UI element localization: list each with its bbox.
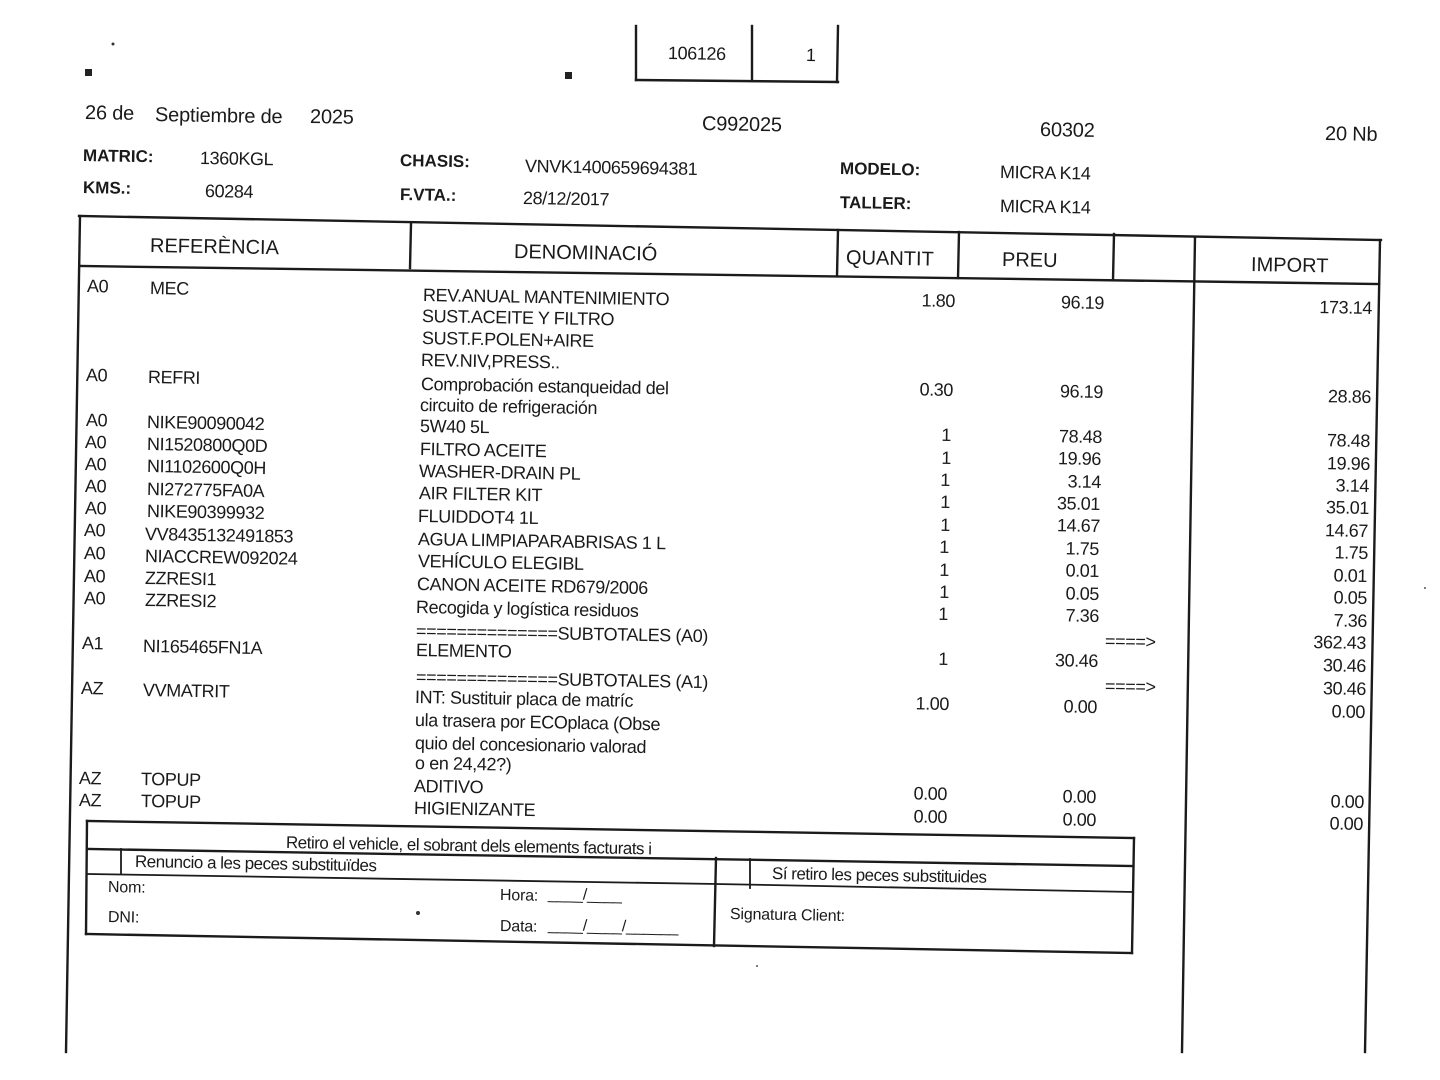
item-group-code: A0 <box>84 498 107 519</box>
item-unit-price: 0.00 <box>1063 696 1098 717</box>
item-unit-price: 0.00 <box>1062 809 1097 830</box>
item-description-line: SUST.F.POLEN+AIRE <box>421 328 594 351</box>
item-quantity: 1 <box>938 603 949 624</box>
taller-label: TALLER: <box>839 193 912 214</box>
item-amount: 28.86 <box>1327 386 1372 407</box>
item-unit-price: 0.00 <box>1062 786 1097 807</box>
header-divider-price <box>1113 234 1114 280</box>
item-quantity: 1 <box>938 648 949 669</box>
renounce-parts-label: Renuncio a les peces substituïdes <box>134 852 377 876</box>
date-day: 26 de <box>84 102 135 125</box>
matric-label: MATRIC: <box>82 146 154 167</box>
item-reference: ZZRESI2 <box>144 590 217 612</box>
item-amount: 0.05 <box>1333 587 1368 608</box>
chasis-value: VNVK1400659694381 <box>524 156 698 180</box>
modelo-label: MODELO: <box>839 159 921 180</box>
item-description-line: REV.ANUAL MANTENIMIENTO <box>422 285 670 310</box>
table-left-border <box>66 216 80 1052</box>
item-unit-price: 35.01 <box>1056 493 1101 514</box>
item-description-line: o en 24,42?) <box>414 753 512 775</box>
item-amount: 19.96 <box>1326 453 1371 474</box>
extra-code: 20 Nb <box>1324 123 1378 146</box>
kms-value: 60284 <box>204 181 254 202</box>
header-divider-ref <box>410 224 411 268</box>
item-group-code: AZ <box>78 768 102 789</box>
scan-speck <box>112 43 115 46</box>
item-description-line: CANON ACEITE RD679/2006 <box>416 574 649 599</box>
item-description-line: SUST.ACEITE Y FILTRO <box>421 306 615 330</box>
number-box-right <box>837 26 838 82</box>
item-group-code: A0 <box>84 454 107 475</box>
header-divider-desc <box>837 230 838 276</box>
item-reference: NIACCREW092024 <box>144 546 298 569</box>
name-label: Nom: <box>107 879 146 897</box>
renounce-row-rule <box>88 874 716 884</box>
subtotal-label: ==============SUBTOTALES (A1) <box>415 667 709 693</box>
fvta-value: 28/12/2017 <box>522 188 610 210</box>
number-box-bottom <box>636 80 838 82</box>
item-unit-price: 0.01 <box>1065 560 1100 581</box>
order-code: C992025 <box>701 113 782 137</box>
item-unit-price: 14.67 <box>1056 515 1101 536</box>
item-description-line: REV.NIV,PRESS.. <box>420 350 560 373</box>
item-quantity: 1 <box>940 469 951 490</box>
item-quantity: 1 <box>940 491 951 512</box>
matric-value: 1360KGL <box>199 148 274 170</box>
item-reference: VVMATRIT <box>142 680 230 702</box>
item-description-line: FILTRO ACEITE <box>419 439 547 462</box>
subtotal-amount: 30.46 <box>1322 678 1367 699</box>
time-blank: ____/____ <box>547 886 622 905</box>
release-box-left <box>86 821 87 934</box>
item-description-line: ula trasera por ECOplaca (Obse <box>414 710 661 735</box>
time-label: Hora: <box>499 887 539 905</box>
item-quantity: 1.80 <box>921 290 956 311</box>
id-label: DNI: <box>107 909 140 927</box>
item-description-line: HIGIENIZANTE <box>413 798 536 821</box>
item-unit-price: 30.46 <box>1054 650 1099 671</box>
item-description-line: ELEMENTO <box>415 640 512 662</box>
table-header-bottom <box>80 266 1379 284</box>
scan-speck <box>1424 587 1426 589</box>
kms-label: KMS.: <box>82 178 132 198</box>
keep-parts-label: Sí retiro les peces substituides <box>771 864 987 887</box>
item-quantity: 0.00 <box>913 806 948 827</box>
item-unit-price: 3.14 <box>1067 471 1102 492</box>
item-description-line: Recogida y logística residuos <box>415 597 639 621</box>
item-reference: MEC <box>149 278 189 299</box>
column-header-price: PREU <box>1001 249 1058 272</box>
column-header-quantity: QUANTIT <box>845 247 934 271</box>
item-description-line: INT: Sustituir placa de matríc <box>414 687 634 711</box>
item-quantity: 1.00 <box>915 693 950 714</box>
item-quantity: 1 <box>939 581 950 602</box>
item-quantity: 1 <box>941 447 952 468</box>
item-description-line: quio del concesionario valorad <box>414 733 647 758</box>
item-amount: 14.67 <box>1324 520 1369 541</box>
item-amount: 78.48 <box>1326 430 1371 451</box>
item-group-code: A0 <box>86 276 109 297</box>
item-description-line: circuito de refrigeración <box>419 395 598 419</box>
date-blank: ____/____/______ <box>547 917 679 937</box>
item-quantity: 1 <box>939 559 950 580</box>
item-quantity: 1 <box>939 536 950 557</box>
item-description-line: VEHÍCULO ELEGIBL <box>417 551 584 574</box>
item-group-code: AZ <box>78 790 102 811</box>
item-reference: REFRI <box>147 367 201 388</box>
item-description-line: AIR FILTER KIT <box>418 483 543 506</box>
scan-mark <box>565 72 572 79</box>
item-group-code: A0 <box>83 543 106 564</box>
item-amount: 7.36 <box>1333 610 1368 631</box>
column-header-import: IMPORT <box>1250 254 1329 278</box>
item-unit-price: 1.75 <box>1065 538 1100 559</box>
column-header-reference: REFERÈNCIA <box>149 235 280 260</box>
item-amount: 0.00 <box>1330 791 1365 812</box>
item-quantity: 0.00 <box>913 783 948 804</box>
subtotal-label: ==============SUBTOTALES (A0) <box>415 621 709 647</box>
scan-mark <box>85 69 92 76</box>
item-unit-price: 78.48 <box>1058 426 1103 447</box>
item-reference: ZZRESI1 <box>144 568 217 590</box>
item-unit-price: 19.96 <box>1057 448 1102 469</box>
client-code: 60302 <box>1039 119 1095 142</box>
item-reference: NI1102600Q0H <box>146 456 267 479</box>
item-description-line: ADITIVO <box>413 776 484 798</box>
item-group-code: A0 <box>83 588 106 609</box>
date-label: Data: <box>499 918 538 936</box>
item-group-code: A0 <box>85 410 108 431</box>
item-amount: 35.01 <box>1325 497 1370 518</box>
item-amount: 0.00 <box>1331 701 1366 722</box>
item-quantity: 1 <box>940 514 951 535</box>
item-reference: NI1520800Q0D <box>146 434 268 457</box>
document-number: 106126 <box>667 43 726 65</box>
item-amount: 0.01 <box>1333 565 1368 586</box>
subtotal-arrow: ====> <box>1104 676 1156 697</box>
date-year: 2025 <box>309 106 354 129</box>
item-amount: 3.14 <box>1335 475 1370 496</box>
item-description-line: WASHER-DRAIN PL <box>418 461 581 484</box>
taller-value: MICRA K14 <box>999 196 1091 218</box>
item-description-line: AGUA LIMPIAPARABRISAS 1 L <box>417 529 666 554</box>
item-description-line: FLUIDDOT4 1L <box>417 506 539 529</box>
release-title: Retiro el vehicle, el sobrant dels elements facturats i <box>285 833 652 859</box>
release-box-top <box>87 821 1134 838</box>
item-amount: 0.00 <box>1329 813 1364 834</box>
item-group-code: A1 <box>81 633 104 654</box>
item-group-code: A0 <box>83 520 106 541</box>
column-header-description: DENOMINACIÓ <box>513 241 658 266</box>
fvta-label: F.VTA.: <box>399 185 457 205</box>
date-month: Septiembre de <box>154 104 283 129</box>
item-reference: NIKE90090042 <box>146 412 265 435</box>
item-reference: NI272775FA0A <box>146 479 265 502</box>
chasis-label: CHASIS: <box>399 151 471 172</box>
modelo-value: MICRA K14 <box>999 162 1091 184</box>
item-quantity: 1 <box>941 424 952 445</box>
item-reference: TOPUP <box>140 769 201 791</box>
item-amount: 1.75 <box>1334 542 1369 563</box>
column-divider-import <box>1182 237 1195 1052</box>
item-unit-price: 7.36 <box>1065 605 1100 626</box>
item-group-code: A0 <box>84 432 107 453</box>
subtotal-arrow: ====> <box>1104 631 1156 652</box>
item-unit-price: 0.05 <box>1065 583 1100 604</box>
release-box-right <box>1132 838 1134 953</box>
item-group-code: A0 <box>85 365 108 386</box>
item-group-code: A0 <box>84 476 107 497</box>
header-divider-qty <box>958 232 959 278</box>
item-reference: TOPUP <box>140 791 201 813</box>
item-quantity: 0.30 <box>919 379 954 400</box>
signature-label: Signatura Client: <box>729 906 846 926</box>
item-reference: VV8435132491853 <box>144 524 294 547</box>
scan-speck <box>416 911 420 915</box>
table-right-border <box>1365 240 1380 1052</box>
copy-number: 1 <box>805 45 816 66</box>
item-amount: 30.46 <box>1322 655 1367 676</box>
item-description-line: Comprobación estanqueidad del <box>420 374 669 399</box>
item-unit-price: 96.19 <box>1060 292 1105 313</box>
item-group-code: AZ <box>80 678 104 699</box>
item-group-code: A0 <box>83 566 106 587</box>
item-reference: NIKE90399932 <box>146 501 265 524</box>
release-box-divider <box>714 858 716 946</box>
scan-speck <box>756 965 758 967</box>
release-box-bottom <box>86 934 1132 953</box>
subtotal-amount: 362.43 <box>1313 632 1367 653</box>
item-reference: NI165465FN1A <box>142 636 263 659</box>
item-description-line: 5W40 5L <box>419 416 490 438</box>
item-unit-price: 96.19 <box>1059 381 1104 402</box>
item-amount: 173.14 <box>1319 297 1373 318</box>
